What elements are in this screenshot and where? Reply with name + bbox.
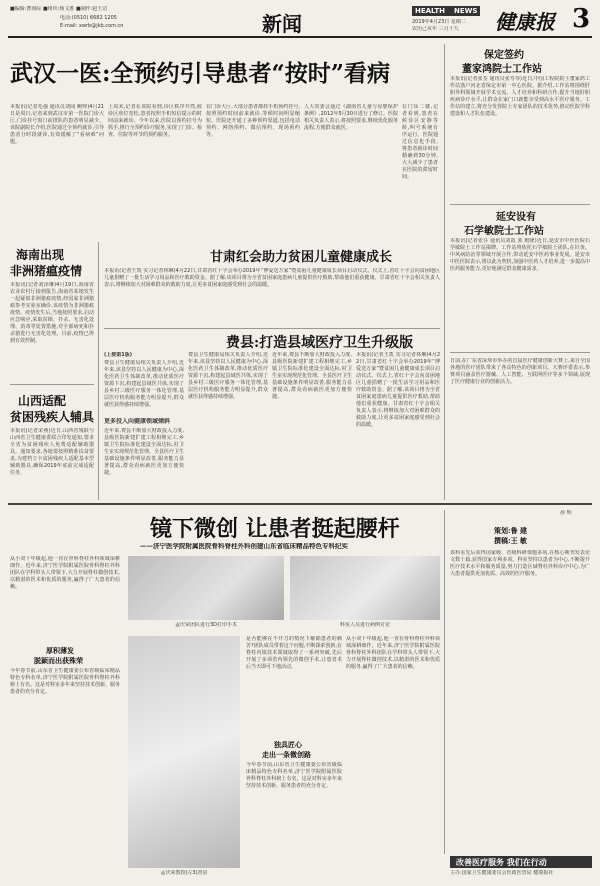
feature-credit-1: 孙 辉 xyxy=(560,510,572,516)
right-divider-1 xyxy=(450,204,590,205)
hainan-title-2: 非洲猪瘟疫情 xyxy=(10,264,83,278)
lead-body-5: 在门诊二楼,记者看到,患者在候诊区安静等候,叫号系统有序运行。医院通过信息化手段,将患者就诊时间精确到30分钟,大大减少了患者在医院的滞留时间。 xyxy=(402,104,438,180)
lead-body-2: 上周末,记者在该院看到,诊区秩序井然,候诊区座位宽松,患者按照手机短信提示的时间前来就诊。今年以来,医院以预约挂号为抓手,推行全预约诊疗服务,实现了门诊、检查、住院等环节的预约服务。 xyxy=(108,104,202,138)
page-number: 3 xyxy=(572,4,591,34)
feature-top-rule xyxy=(8,503,592,505)
caption-3d-surgery: 孟庆荣团队进行3D打印手术 xyxy=(174,622,238,628)
photo-3d-surgery xyxy=(128,556,284,620)
caption-ward-round: 孟庆荣教授(左3)查房 xyxy=(160,870,208,876)
feature-credit-2: 策划:鲁 建 xyxy=(494,526,528,535)
masthead-meta-2: 电话:(0510) 6682 1205 xyxy=(60,15,117,21)
feixian-body: 费县卫生健康局相关负责人介绍,近年来,该县坚持以人民健康为中心,深化医药卫生体制改革,推动优质医疗资源下沉,构建起县域医共体,实现了县乡村三级医疗服务一体化管理,基层医疗机构服务能力明显提升,群众就医获得感持续增强。 xyxy=(104,360,184,408)
photo-ward-round xyxy=(128,636,240,868)
feixian-subhead: 更多投入向健康领域倾斜 xyxy=(104,418,171,425)
lead-body-3: 在门诊大厅,大部分患者都持手机预约挂号,按照预约时间前来就诊,等候时间明显缩短。医院还开通了多种预约渠道,包括电话预约、网络预约、微信预约、现场预约等。 xyxy=(206,104,300,138)
brand-logo: 健康报 xyxy=(495,10,555,34)
campaign-banner-text: 改善医疗服务 我们在行动 xyxy=(456,857,547,867)
feixian-body-col3: 近年来,费县不断加大财政投入力度,县级医院新建扩建工程相继完工,乡镇卫生院标准化建设全面达标,村卫生室实现规范化管理。全县医疗卫生基础设施条件明显改善,服务能力显著提高,群众看病就医更加方便快捷。 xyxy=(272,352,352,400)
lead-headline: 武汉一医:全预约引导患者“按时”看病 xyxy=(10,60,390,87)
feature-sub-2b: 走出一条微创路 xyxy=(262,750,311,759)
feature-right-body: 该科室先后获得国家级、省级科研课题多项,在核心期刊发表论文数十篇,获得国家专利多项。科室坚持以患者为中心,不断提升医疗技术水平和服务质量,努力打造区域脊柱外科诊疗中心,为广大患者提供更加优质、高效的医疗服务。 xyxy=(450,550,590,577)
left-divider xyxy=(10,384,94,385)
campaign-sponsor: 主办:国家卫生健康委员会医政医管局 健康报社 xyxy=(450,870,554,876)
right-divider-2 xyxy=(450,352,590,353)
tag-health: HEALTH xyxy=(415,7,445,15)
yanan-title-1: 延安设有 xyxy=(496,212,536,223)
hainan-body: 本报讯(记者刘泽琳)4月19日,海南省农业农村厅接到报告,海南省某地发生一起疑似非洲猪瘟疫情,经国家非洲猪瘟参考实验室确诊,该疫情为非洲猪瘟疫情。疫情发生后,当地按照要求,启动应急响应,采取封锁、扑杀、无害化处理、消毒等处置措施,对全部病死和扑杀猪进行无害化处理。目前,疫情已得到有效控制。 xyxy=(10,282,94,344)
feature-body-1: 从小双十年级起,他一直在骨科脊柱外科领域深耕细作。近年来,济宁医学院附属医院骨科脊柱外科团队在学科带头人带领下,大力开展脊柱微创技术,以精湛的医术和优质的服务,赢得了广大患者的信赖。 xyxy=(10,556,120,590)
feature-body-3b: 今年春节前,山东省卫生健康委公布省级临床精品特色专科名单,济宁医学院附属医院骨科脊柱外科榜上有名。这是对科室多年来坚持技术创新、服务患者的充分肯定。 xyxy=(246,762,342,789)
gansu-headline: 甘肃红会助力贫困儿童健康成长 xyxy=(210,250,393,265)
feixian-body-col2: 费县卫生健康局相关负责人介绍,近年来,该县坚持以人民健康为中心,深化医药卫生体制改革,推动优质医疗资源下沉,构建起县域医共体,实现了县乡村三级医疗服务一体化管理,基层医疗机构服务能力明显提升,群众就医获得感持续增强。 xyxy=(188,352,268,400)
tag-news: NEWS xyxy=(454,7,478,15)
masthead-meta-3: E-mail: xwrb@jkb.com.cn xyxy=(60,23,124,29)
hainan-title-1: 海南出现 xyxy=(16,248,65,262)
feature-credit-3: 撰稿:王 敏 xyxy=(494,536,528,545)
feature-body-3: 是否能够在不开刀的情况下解除患者的痛苦?团队成员带着这个问题,不断探索创新,在脊柱内镜技术领域取得了一系列突破,先后开展了多项省内领先的微创手术,让患者术后当天即可下地活动。 xyxy=(246,636,342,670)
gansu-body: 本报讯(记者王凯 实习记者林琳)4月22日,甘肃省红十字会举办2019年“博爱送万家”暨贫困儿童健康成长项目启动仪式。仪式上,省红十字会向贫困地区儿童捐赠了一批生活学习用品和医疗救助资金。据了解,该项目将为全省贫困家庭患病儿童提供医疗救助,帮助他们重获健康。甘肃省红十字会相关负责人表示,将继续加大对困难群众的救助力度,让更多贫困家庭感受到社会的温暖。 xyxy=(104,268,440,288)
caption-case-discussion: 科室人员进行病例讨论 xyxy=(339,622,390,628)
masthead-rule xyxy=(8,36,592,38)
feature-subheadline: ——济宁医学院附属医院骨科脊柱外科创建山东省临床精品特色专科纪实 xyxy=(140,543,348,550)
gansu-divider xyxy=(104,328,440,329)
feature-body-4: 从小双十年级起,他一直在骨科脊柱外科领域深耕细作。近年来,济宁医学院附属医院骨科脊柱外科团队在学科带头人带领下,大力开展脊柱微创技术,以精湛的医术和优质的服务,赢得了广大患者的信赖。 xyxy=(346,636,440,670)
yanan-body: 本报讯(记者张芬 通讯员刘霞 郭 殿隆)近日,延安市中医医院石学敏院士工作站揭牌。工作站将依托石学敏院士团队,在针灸、中风病防治等领域开展合作,带动延安中医药事业发展。延安市中医医院表示,将以此为契机,加强中医药人才培养,进一步提高中医药服务能力,更好地满足群众健康需求。 xyxy=(450,238,590,272)
feature-headline: 镜下微创 让患者挺起腰杆 xyxy=(150,516,400,542)
feature-body-2: 今年春节前,山东省卫生健康委公布省级临床精品特色专科名单,济宁医学院附属医院骨科脊柱外科榜上有名。这是对科室多年来坚持技术创新、服务患者的充分肯定。 xyxy=(10,668,120,695)
col-divider-right xyxy=(444,44,445,500)
shanxi-body: 本报讯(记者宋燕)近日,山西省残联与山西省卫生健康委联合印发通知,要求全省为贫困残疾人免费适配辅助器具。通知要求,各地要按照精准扶贫要求,为建档立卡贫困残疾人适配基本型辅助器具,确保2019年底前完成适配任务。 xyxy=(10,428,94,476)
feature-sub-2: 独具匠心 xyxy=(274,740,302,749)
lead-body-4: 人大常委会通过《湖南省儿童与母婴保护条例》,2012年5月30日进行了修订。医院相关负责人表示,将按照要求,继续优化服务流程,方便群众就医。 xyxy=(304,104,398,131)
yanan-title-2: 石学敏院士工作站 xyxy=(464,226,544,237)
campaign-banner xyxy=(450,856,592,868)
baoding-title-1: 保定签约 xyxy=(484,50,524,61)
baoding-title-2: 董家鸿院士工作站 xyxy=(462,64,542,75)
shanxi-title-1: 山西适配 xyxy=(18,394,67,408)
issue-lunar: 农历己亥年 三月十九 xyxy=(412,26,459,32)
shanxi-title-2: 贫困残疾人辅具 xyxy=(10,410,95,424)
feixian-caption: (上接第1版) xyxy=(104,352,133,358)
masthead-meta-1: ■编辑:曹海际 ■组织:杨文胜 ■制作:赵玉洁 xyxy=(10,6,108,12)
masthead xyxy=(0,0,600,38)
right-misc-body: 日前,在广东省深圳市举办的首届医疗健康创新大赛上,来自全国各地的医疗团队带来了各具特色的创新项目。大赛评委表示,参赛项目涵盖医疗器械、人工智能、互联网医疗等多个领域,展现了医疗健康行业的创新活力。 xyxy=(450,358,590,385)
feature-sub-1: 厚积薄发 xyxy=(46,646,74,655)
feature-sub-1b: 脱颖而出获殊荣 xyxy=(34,656,83,665)
issue-date: 2019年4月23日 星期二 xyxy=(412,19,466,25)
feixian-body-2: 近年来,费县不断加大财政投入力度,县级医院新建扩建工程相继完工,乡镇卫生院标准化建设全面达标,村卫生室实现规范化管理。全县医疗卫生基础设施条件明显改善,服务能力显著提高,群众看病就医更加方便快捷。 xyxy=(104,428,184,476)
feixian-headline: 费县:打造县域医疗卫生升级版 xyxy=(226,335,414,351)
health-news-tag xyxy=(412,6,480,16)
feature-col-divider xyxy=(444,510,445,854)
section-title: 新闻 xyxy=(262,12,302,36)
lead-body-1: 本报讯(记者毛强 通讯员刘闻 鲍帅)4月21日是周日,记者来到武汉市第一医院门诊大厅,门诊挂号窗口前排队的患者明显减少。该院副院长介绍,医院通过全预约就诊,引导患者分时段就诊,有效缓解了“看病难”问题。 xyxy=(10,104,104,145)
feixian-body-col4: 本报讯(记者王凯 实习记者林琳)4月22日,甘肃省红十字会举办2019年“博爱送万家”暨贫困儿童健康成长项目启动仪式。仪式上,省红十字会向贫困地区儿童捐赠了一批生活学习用品和医疗救助资金。据了解,该项目将为全省贫困家庭患病儿童提供医疗救助,帮助他们重获健康。甘肃省红十字会相关负责人表示,将继续加大对困难群众的救助力度,让更多贫困家庭感受到社会的温暖。 xyxy=(356,352,440,428)
photo-case-discussion xyxy=(290,556,440,620)
baoding-body: 本报讯(记者张荃 通讯员张寿琴)近日,中国工程院院士董家鸿工作站落户河北省保定市第一中心医院。据介绍,工作站将围绕肝胆外科领域开展学术交流、人才培养和科研合作,提升当地肝胆疾病诊疗水平,让群众在家门口就能享受到高水平医疗服务。工作站的建立,将充分发挥院士专家团队的技术优势,推动医院学科建设和人才队伍建设。 xyxy=(450,76,590,117)
col-divider-left xyxy=(98,242,99,500)
